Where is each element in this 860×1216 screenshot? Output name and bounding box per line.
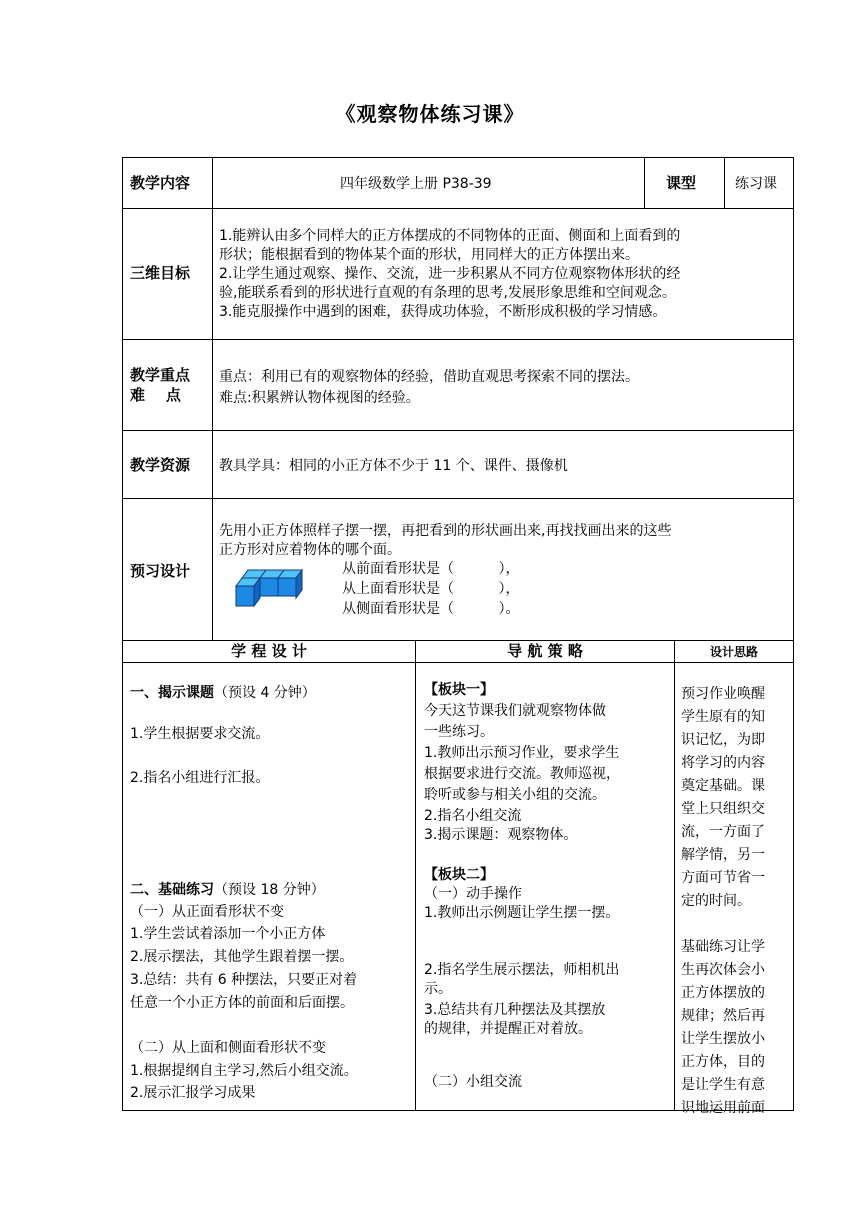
subsection-title: （二）小组交流 xyxy=(424,1074,522,1090)
label-key-points xyxy=(130,365,190,405)
text-line: 1.教师出示预习作业，要求学生 xyxy=(424,745,620,761)
subsection-title: （一）动手操作 xyxy=(424,886,522,902)
preview-intro-line2: 正方形对应着物体的哪个面。 xyxy=(219,542,401,558)
teaching-content-value: 四年级数学上册 P38-39 xyxy=(340,176,492,192)
preview-question-side: 从侧面看形状是（ ）。 xyxy=(342,601,520,617)
text-line: 2.指名小组交流 xyxy=(424,808,522,824)
text-line: 是让学生有意 xyxy=(681,1077,765,1093)
preview-question-top: 从上面看形状是（ ）， xyxy=(342,581,520,597)
label-key-line2: 难 点 xyxy=(130,386,181,404)
resources-value: 教具学具：相同的小正方体不少于 11 个、课件、摄像机 xyxy=(219,458,568,474)
text-line: 让学生摆放小 xyxy=(681,1031,765,1047)
text-line xyxy=(681,913,789,936)
text-line: 定的时间。 xyxy=(681,893,751,909)
label-key-line1: 教学重点 xyxy=(130,366,191,384)
text-line: 方面可节省一 xyxy=(681,870,765,886)
section-time: （预设 4 分钟） xyxy=(214,685,316,701)
list-item: 任意一个小正方体的前面和后面摆。 xyxy=(130,995,354,1011)
label-resources: 教学资源 xyxy=(130,456,191,474)
label-teaching-content: 教学内容 xyxy=(130,174,191,192)
header-navigation-strategy: 导 航 策 略 xyxy=(507,642,583,660)
text-line: 堂上只组织交 xyxy=(681,801,765,817)
text-line: 流，一方面了 xyxy=(681,824,765,840)
goal-line: 形状；能根据看到的物体某个面的形状，用同样大的正方体摆出来。 xyxy=(219,247,639,263)
text-line: 正方体，目的 xyxy=(681,1054,765,1070)
list-item: 3.总结：共有 6 种摆法，只要正对着 xyxy=(130,972,358,988)
text-line: 学生原有的知 xyxy=(681,709,765,725)
list-item: 1.学生尝试着添加一个小正方体 xyxy=(130,926,326,942)
list-item: 2.展示摆法，其他学生跟着摆一摆。 xyxy=(130,949,354,965)
block-title: 【板块二】 xyxy=(424,867,494,883)
text-line: 解学情，另一 xyxy=(681,847,765,863)
subsection-title: （一）从正面看形状不变 xyxy=(130,904,284,920)
goal-line: 3.能克服操作中遇到的困难，获得成功体验，不断形成积极的学习情感。 xyxy=(219,304,667,320)
label-preview: 预习设计 xyxy=(130,562,191,580)
subsection-title: （二）从上面和侧面看形状不变 xyxy=(130,1040,326,1056)
goals-list xyxy=(219,227,789,322)
text-line: 示。 xyxy=(424,981,452,997)
block-title: 【板块一】 xyxy=(424,682,494,698)
section-title: 一、揭示课题 xyxy=(130,685,214,701)
text-line: 2.指名学生展示摆法，师相机出 xyxy=(424,962,620,978)
goal-line: 2.让学生通过观察、操作、交流，进一步积累从不同方位观察物体形状的经 xyxy=(219,266,681,282)
text-line: 1.教师出示例题让学生摆一摆。 xyxy=(424,905,620,921)
text-line: 将学习的内容 xyxy=(681,755,765,771)
text-line: 生再次体会小 xyxy=(681,962,765,978)
text-line: 3.总结共有几种摆法及其摆放 xyxy=(424,1002,606,1018)
header-design-idea: 设计思路 xyxy=(709,645,758,659)
list-item: 2.展示汇报学习成果 xyxy=(130,1085,256,1101)
label-lesson-type: 课型 xyxy=(666,174,697,192)
cube-stack-icon xyxy=(230,566,312,610)
text-line: 识记忆，为即 xyxy=(681,732,765,748)
text-line: 3.揭示课题：观察物体。 xyxy=(424,827,578,843)
section-time: （预设 18 分钟） xyxy=(214,882,325,898)
text-line: 基础练习让学 xyxy=(681,939,765,955)
label-goals: 三维目标 xyxy=(130,264,191,282)
preview-intro-line1: 先用小正方体照样子摆一摆，再把看到的形状画出来,再找找画出来的这些 xyxy=(219,523,672,539)
design-idea-column xyxy=(681,683,789,1120)
text-line: 聆听或参与相关小组的交流。 xyxy=(424,787,606,803)
text-line: 根据要求进行交流。教师巡视， xyxy=(424,766,620,782)
document-title: 《观察物体练习课》 xyxy=(335,102,525,126)
header-learning-design: 学 程 设 计 xyxy=(231,642,307,660)
lesson-type-value: 练习课 xyxy=(735,176,777,192)
list-item: 1.学生根据要求交流。 xyxy=(130,726,270,742)
text-line: 识地运用前面 xyxy=(681,1100,765,1116)
list-item: 1.根据提纲自主学习,然后小组交流。 xyxy=(130,1063,358,1079)
list-item: 2.指名小组进行汇报。 xyxy=(130,770,270,786)
text-line: 规律；然后再 xyxy=(681,1008,765,1024)
preview-question-front: 从前面看形状是（ ）， xyxy=(342,561,520,577)
text-line: 正方体摆放的 xyxy=(681,985,765,1001)
difficulty-text: 难点:积累辨认物体视图的经验。 xyxy=(219,390,420,406)
key-point-text: 重点：利用已有的观察物体的经验，借助直观思考探索不同的摆法。 xyxy=(219,369,639,385)
text-line: 的规律，并提醒正对着放。 xyxy=(424,1021,592,1037)
text-line: 预习作业唤醒 xyxy=(681,686,765,702)
goal-line: 验,能联系看到的形状进行直观的有条理的思考,发展形象思维和空间观念。 xyxy=(219,285,676,301)
text-line: 一些练习。 xyxy=(424,724,494,740)
text-line: 今天这节课我们就观察物体做 xyxy=(424,703,606,719)
text-line: 奠定基础。课 xyxy=(681,778,765,794)
section-title: 二、基础练习 xyxy=(130,882,214,898)
goal-line: 1.能辨认由多个同样大的正方体摆成的不同物体的正面、侧面和上面看到的 xyxy=(219,228,681,244)
